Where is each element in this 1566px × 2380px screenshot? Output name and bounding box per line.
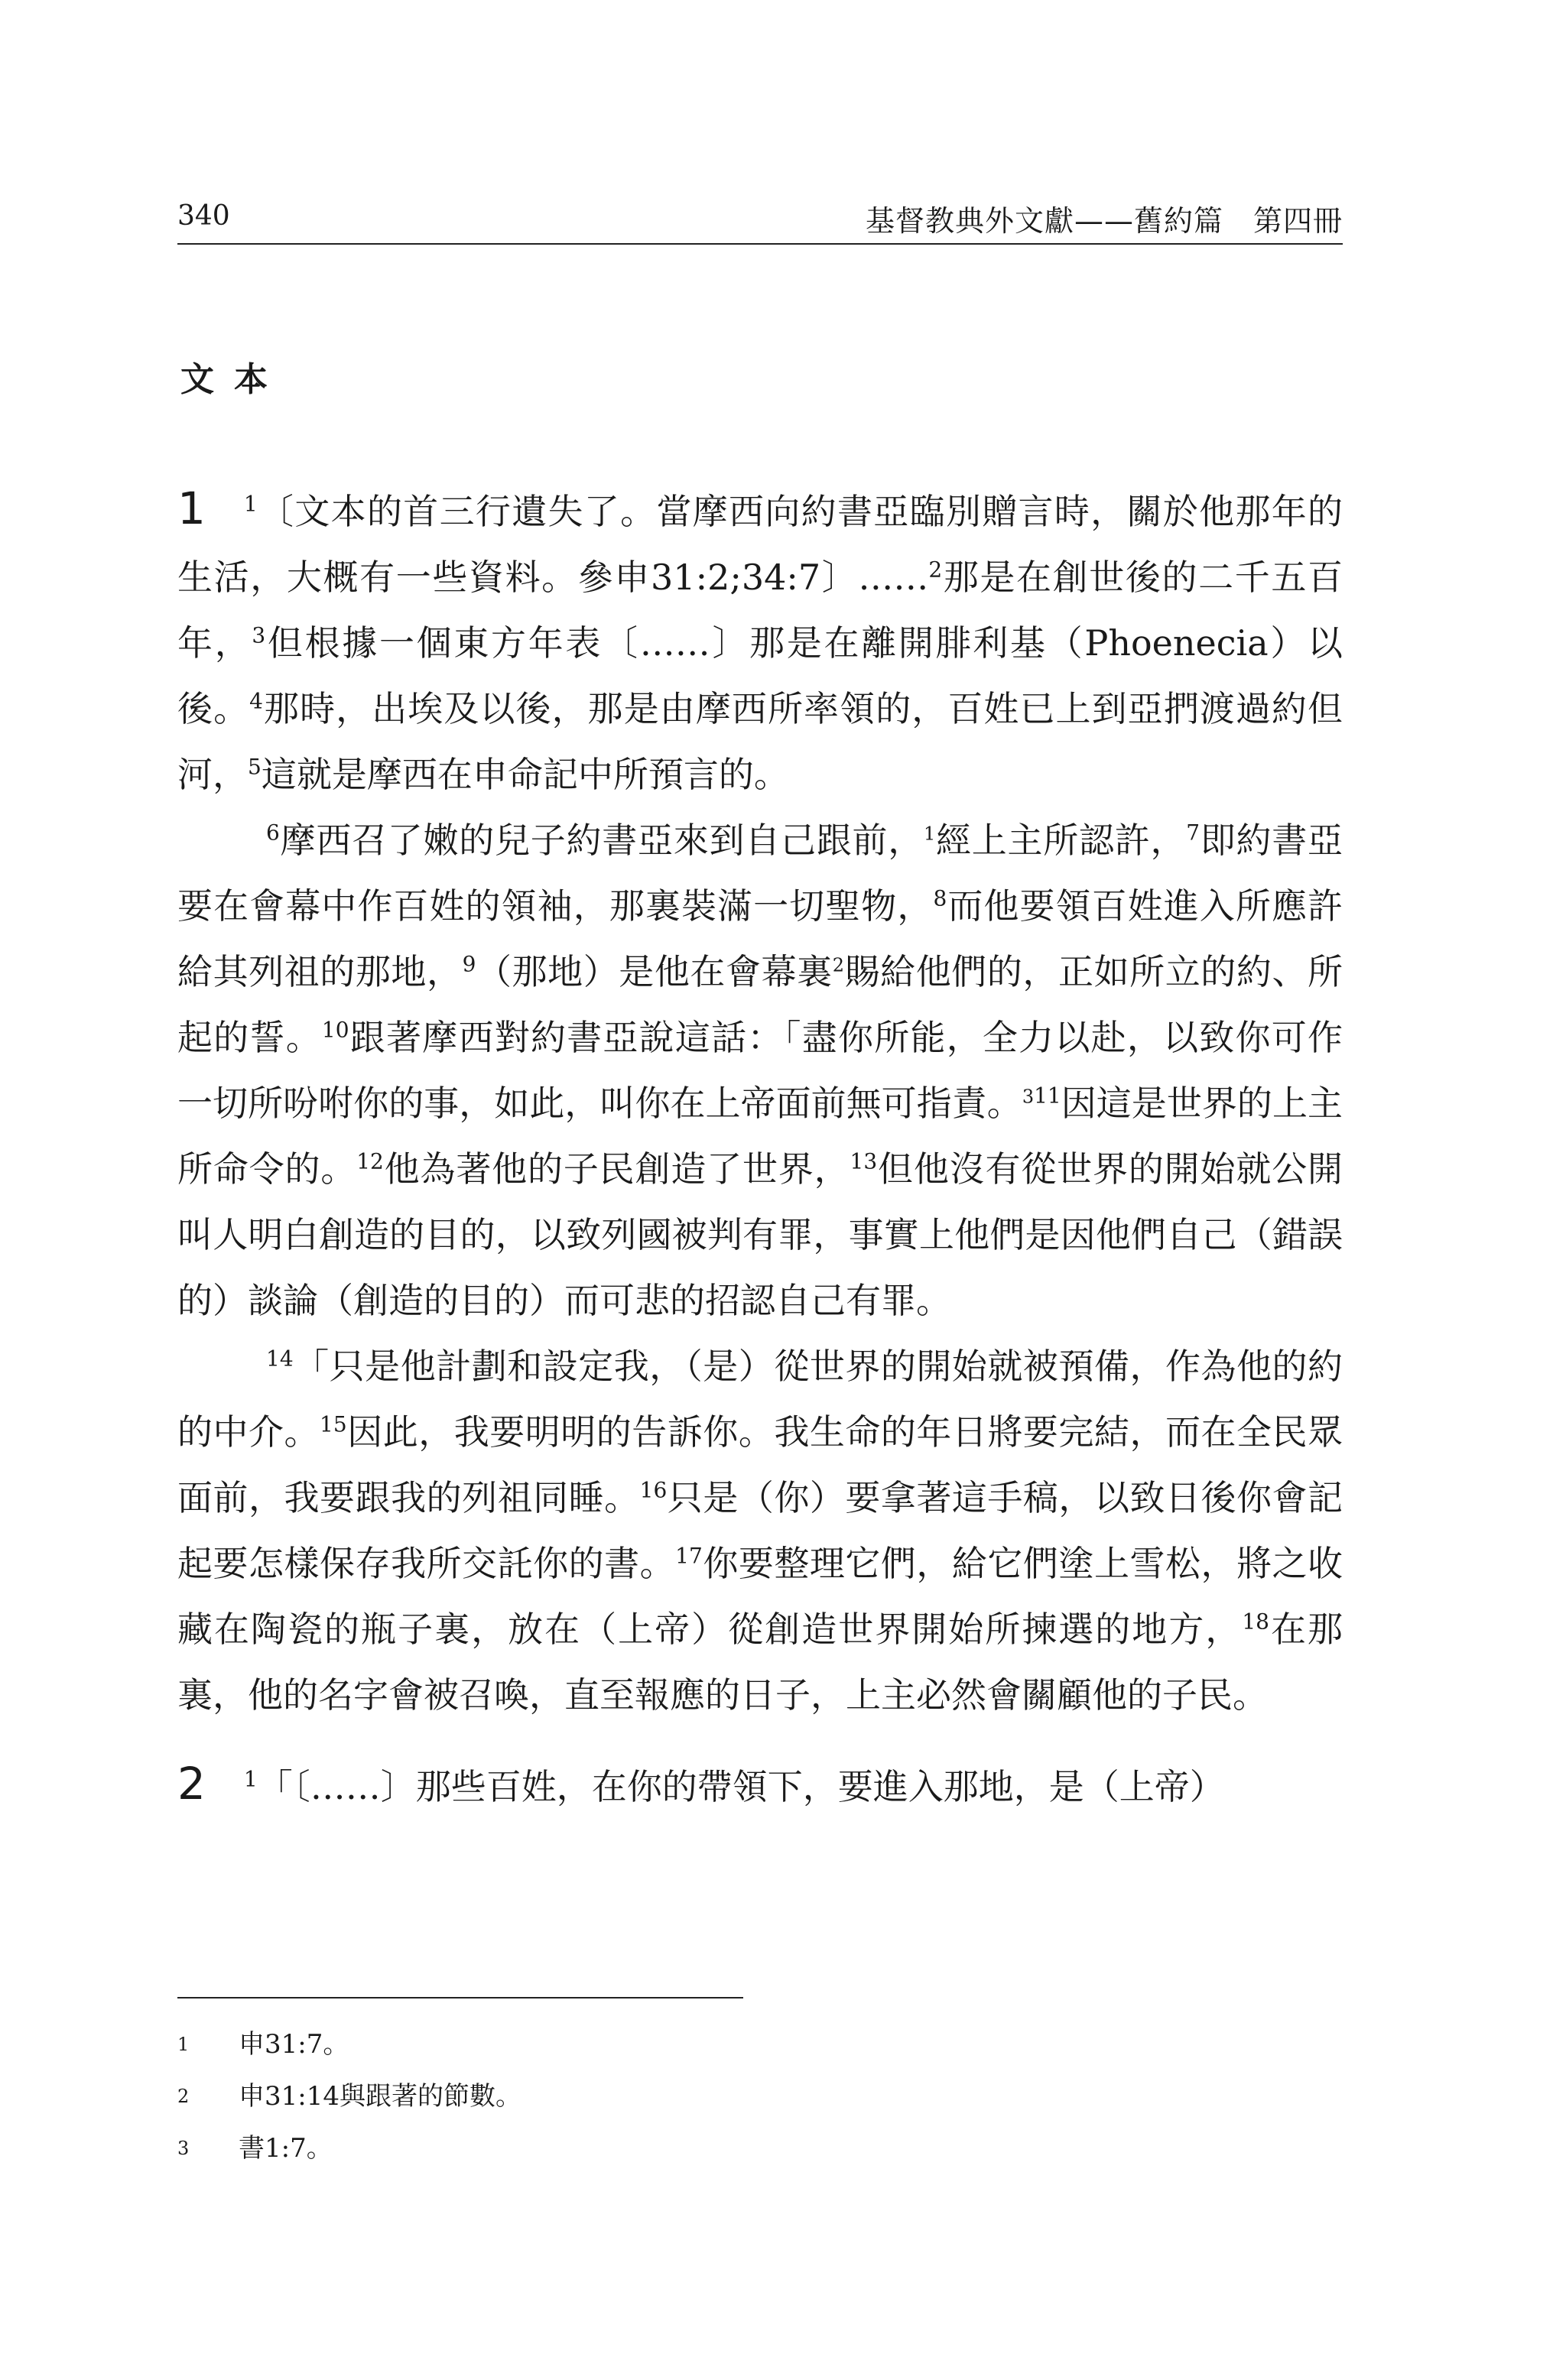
verse-number: 7 xyxy=(1186,820,1200,846)
verse-text: 你要整理它們，給它們塗上雪松，將之收藏在陶瓷的瓶子裏，放在（上帝）從創造世界開始所揀選的地方， xyxy=(177,1543,1343,1650)
verse-text: 〔文本的首三行遺失了。當摩西向約書亞臨別贈言時，關於他那年的生活，大概有一些資料。參申31:2;34:7〕…… xyxy=(177,491,1343,598)
verse-number: 18 xyxy=(1242,1609,1269,1635)
verse-text: 但他沒有從世界的開始就公開叫人明白創造的目的，以致列國被判有罪，事實上他們是因他們自己（錯誤的）談論（創造的目的）而可悲的招認自己有罪。 xyxy=(177,1148,1343,1321)
verse-text: 即約書亞要在會幕中作百姓的領袖，那裏裝滿一切聖物， xyxy=(177,820,1343,927)
verse-number: 14 xyxy=(266,1346,294,1372)
footnote-reference[interactable]: 1 xyxy=(923,823,936,845)
verse-text: 因這是世界的上主所命令的。 xyxy=(177,1083,1343,1190)
running-header: 基督教典外文獻——舊約篇 第四冊 xyxy=(865,204,1343,238)
footnote-reference[interactable]: 2 xyxy=(832,954,844,976)
footnote-text: 書1:7。 xyxy=(239,2133,333,2164)
page-number: 340 xyxy=(177,200,230,232)
footnote-text: 申31:14與跟著的節數。 xyxy=(239,2081,521,2112)
verse-number: 8 xyxy=(933,885,947,911)
verse-number: 1 xyxy=(243,491,258,517)
verse-text: 但根據一個東方年表〔……〕那是在離開腓利基（Phoenecia）以後。 xyxy=(177,622,1343,729)
verse-number: 10 xyxy=(321,1017,349,1043)
verse-text: 這就是摩西在申命記中所預言的。 xyxy=(261,754,789,795)
verse-number: 1 xyxy=(243,1766,258,1792)
verse-text: 賜給他們的，正如所立的約、所起的誓。 xyxy=(177,951,1343,1058)
chapter-1-paragraph-3 xyxy=(177,1333,1343,1728)
chapter-1-paragraph-1 xyxy=(177,476,1343,807)
verse-number: 12 xyxy=(356,1148,384,1174)
verse-text: 經上主所認許， xyxy=(935,820,1187,861)
verse-text: 「只是他計劃和設定我，（是）從世界的開始就被預備，作為他的約的中介。 xyxy=(177,1346,1343,1453)
verse-text: 在那裏，他的名字會被召喚，直至報應的日子，上主必然會關顧他的子民。 xyxy=(177,1609,1343,1716)
footnote-rule xyxy=(177,1997,743,1998)
verse-number: 3 xyxy=(252,622,266,648)
verse-number: 15 xyxy=(320,1411,347,1437)
footnote-mark: 1 xyxy=(177,2034,190,2055)
verse-number: 6 xyxy=(266,820,280,846)
footnote-reference[interactable]: 3 xyxy=(1022,1086,1035,1108)
verse-number: 9 xyxy=(462,951,476,977)
chapter-1-paragraph-2 xyxy=(177,807,1343,1333)
verse-number: 2 xyxy=(928,557,943,583)
verse-number: 4 xyxy=(249,688,263,714)
body-text xyxy=(177,476,1343,1820)
chapter-2-paragraph-1 xyxy=(177,1751,1343,1820)
footnote xyxy=(177,2122,521,2174)
verse-text: 摩西召了嫩的兒子約書亞來到自己跟前， xyxy=(279,820,924,861)
verse-number: 11 xyxy=(1034,1083,1061,1109)
verse-number: 5 xyxy=(248,754,262,780)
verse-text: （那地）是他在會幕裏 xyxy=(476,951,833,992)
verse-text: 「〔……〕那些百姓，在你的帶領下，要進入那地，是（上帝） xyxy=(257,1766,1225,1807)
verse-text: 那時，出埃及以後，那是由摩西所率領的，百姓已上到亞捫渡過約但河， xyxy=(177,688,1343,795)
footnote-text: 申31:7。 xyxy=(239,2029,349,2060)
verse-number: 17 xyxy=(675,1543,703,1569)
chapter-number: 2 xyxy=(177,1758,206,1810)
verse-text: 而他要領百姓進入所應許給其列祖的那地， xyxy=(177,885,1343,992)
chapter-number: 1 xyxy=(177,482,206,534)
verse-number: 13 xyxy=(850,1148,878,1174)
footnotes xyxy=(177,2018,521,2174)
footnote-mark: 2 xyxy=(177,2086,190,2107)
verse-number: 16 xyxy=(639,1477,668,1503)
footnote xyxy=(177,2018,521,2070)
header-rule xyxy=(177,243,1343,245)
verse-text: 那是在創世後的二千五百年， xyxy=(177,557,1343,664)
verse-text: 他為著他的子民創造了世界， xyxy=(383,1148,850,1190)
verse-text: 只是（你）要拿著這手稿，以致日後你會記起要怎樣保存我所交託你的書。 xyxy=(177,1477,1343,1584)
verse-text: 因此，我要明明的告訴你。我生命的年日將要完結，而在全民眾面前，我要跟我的列祖同睡。 xyxy=(177,1411,1343,1518)
verse-text: 跟著摩西對約書亞說這話：「盡你所能，全力以赴，以致你可作一切所吩咐你的事，如此，叫你在上帝面前無可指責。 xyxy=(177,1017,1343,1124)
footnote xyxy=(177,2070,521,2122)
footnote-mark: 3 xyxy=(177,2138,190,2159)
section-title: 文本 xyxy=(180,360,288,399)
